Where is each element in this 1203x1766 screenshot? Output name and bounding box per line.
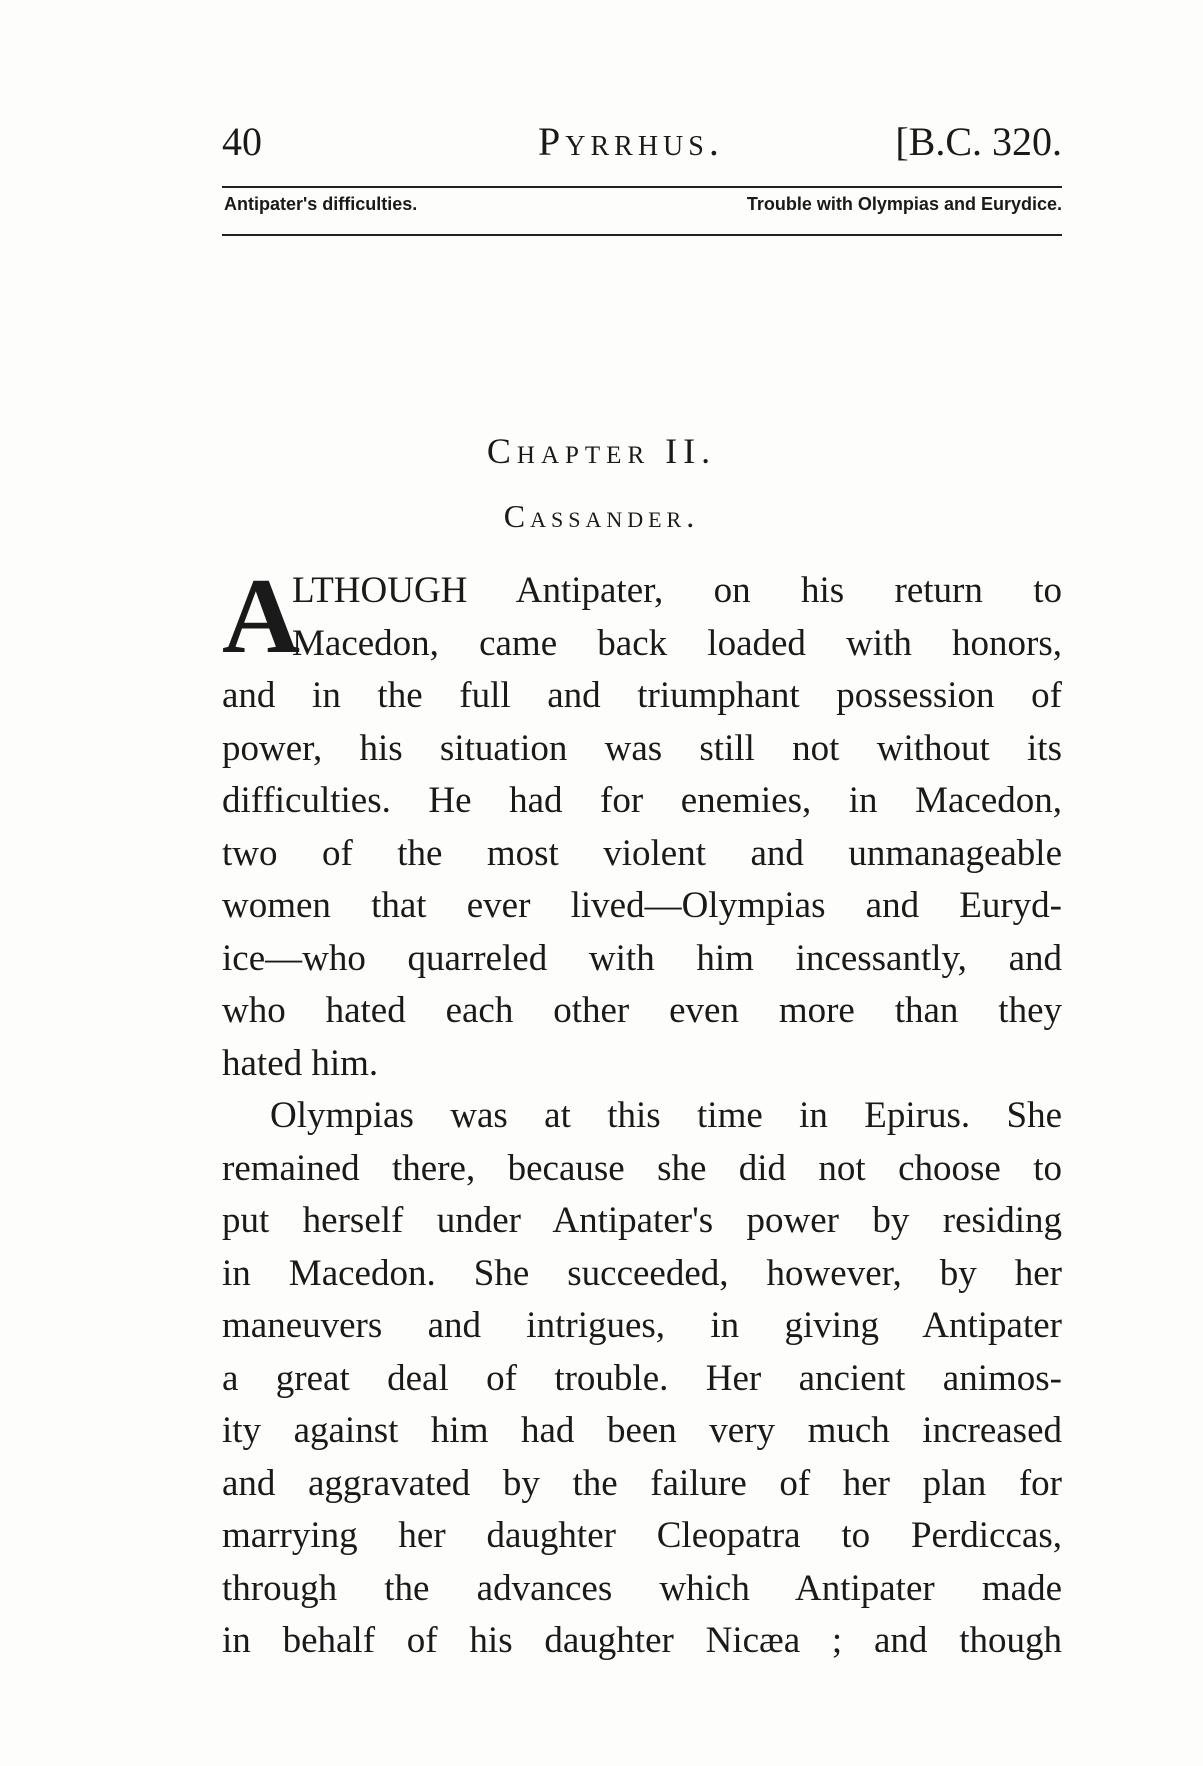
header-rule-top (222, 186, 1062, 188)
drop-cap: A (222, 557, 300, 676)
text-line: and in the full and triumphant possession of (222, 675, 1062, 716)
text-line: hated him. (222, 1042, 379, 1084)
side-note-left: Antipater's difficulties. (224, 194, 418, 214)
text-line: a great deal of trouble. Her ancient animos- (222, 1357, 1062, 1399)
paragraph-1 (222, 557, 1062, 1090)
chapter-heading: Chapter II. (486, 431, 717, 471)
text-line: who hated each other even more than they (222, 990, 1062, 1031)
running-head (222, 118, 1062, 178)
text-line: women that ever lived—Olympias and Euryd- (222, 885, 1062, 926)
chapter-title: Cassander. (503, 498, 700, 534)
text-line: ice—who quarreled with him incessantly, and (222, 937, 1062, 979)
text-line: Olympias was at this time in Epirus. She (270, 1095, 1062, 1136)
text-line: through the advances which Antipater made (222, 1567, 1062, 1609)
text-line: difficulties. He had for enemies, in Macedon, (222, 780, 1062, 821)
text-line: marrying her daughter Cleopatra to Perdiccas, (222, 1515, 1062, 1556)
page-number: 40 (222, 119, 262, 164)
text-line: LTHOUGH Antipater, on his return to (292, 570, 1062, 611)
text-line: in behalf of his daughter Nicæa ; and though (222, 1620, 1062, 1661)
text-line: maneuvers and intrigues, in giving Antipater (222, 1305, 1062, 1346)
text-line: and aggravated by the failure of her plan for (222, 1462, 1062, 1504)
text-line: in Macedon. She succeeded, however, by her (222, 1252, 1062, 1294)
book-title: Pyrrhus. (538, 119, 724, 164)
text-line: power, his situation was still not without its (222, 727, 1062, 769)
text-line: ity against him had been very much increased (222, 1410, 1062, 1451)
text-line: two of the most violent and unmanageable (222, 832, 1062, 874)
text-line: put herself under Antipater's power by residing (222, 1200, 1062, 1241)
text-line: remained there, because she did not choose to (222, 1147, 1062, 1189)
header-rule-bottom (222, 234, 1062, 236)
body-text (222, 557, 1062, 1668)
date-mark: [B.C. 320. (895, 119, 1062, 164)
side-notes (222, 194, 1062, 224)
paragraph-2 (222, 1090, 1062, 1668)
text-line: Macedon, came back loaded with honors, (292, 622, 1062, 664)
side-note-right: Trouble with Olympias and Eurydice. (746, 194, 1062, 214)
